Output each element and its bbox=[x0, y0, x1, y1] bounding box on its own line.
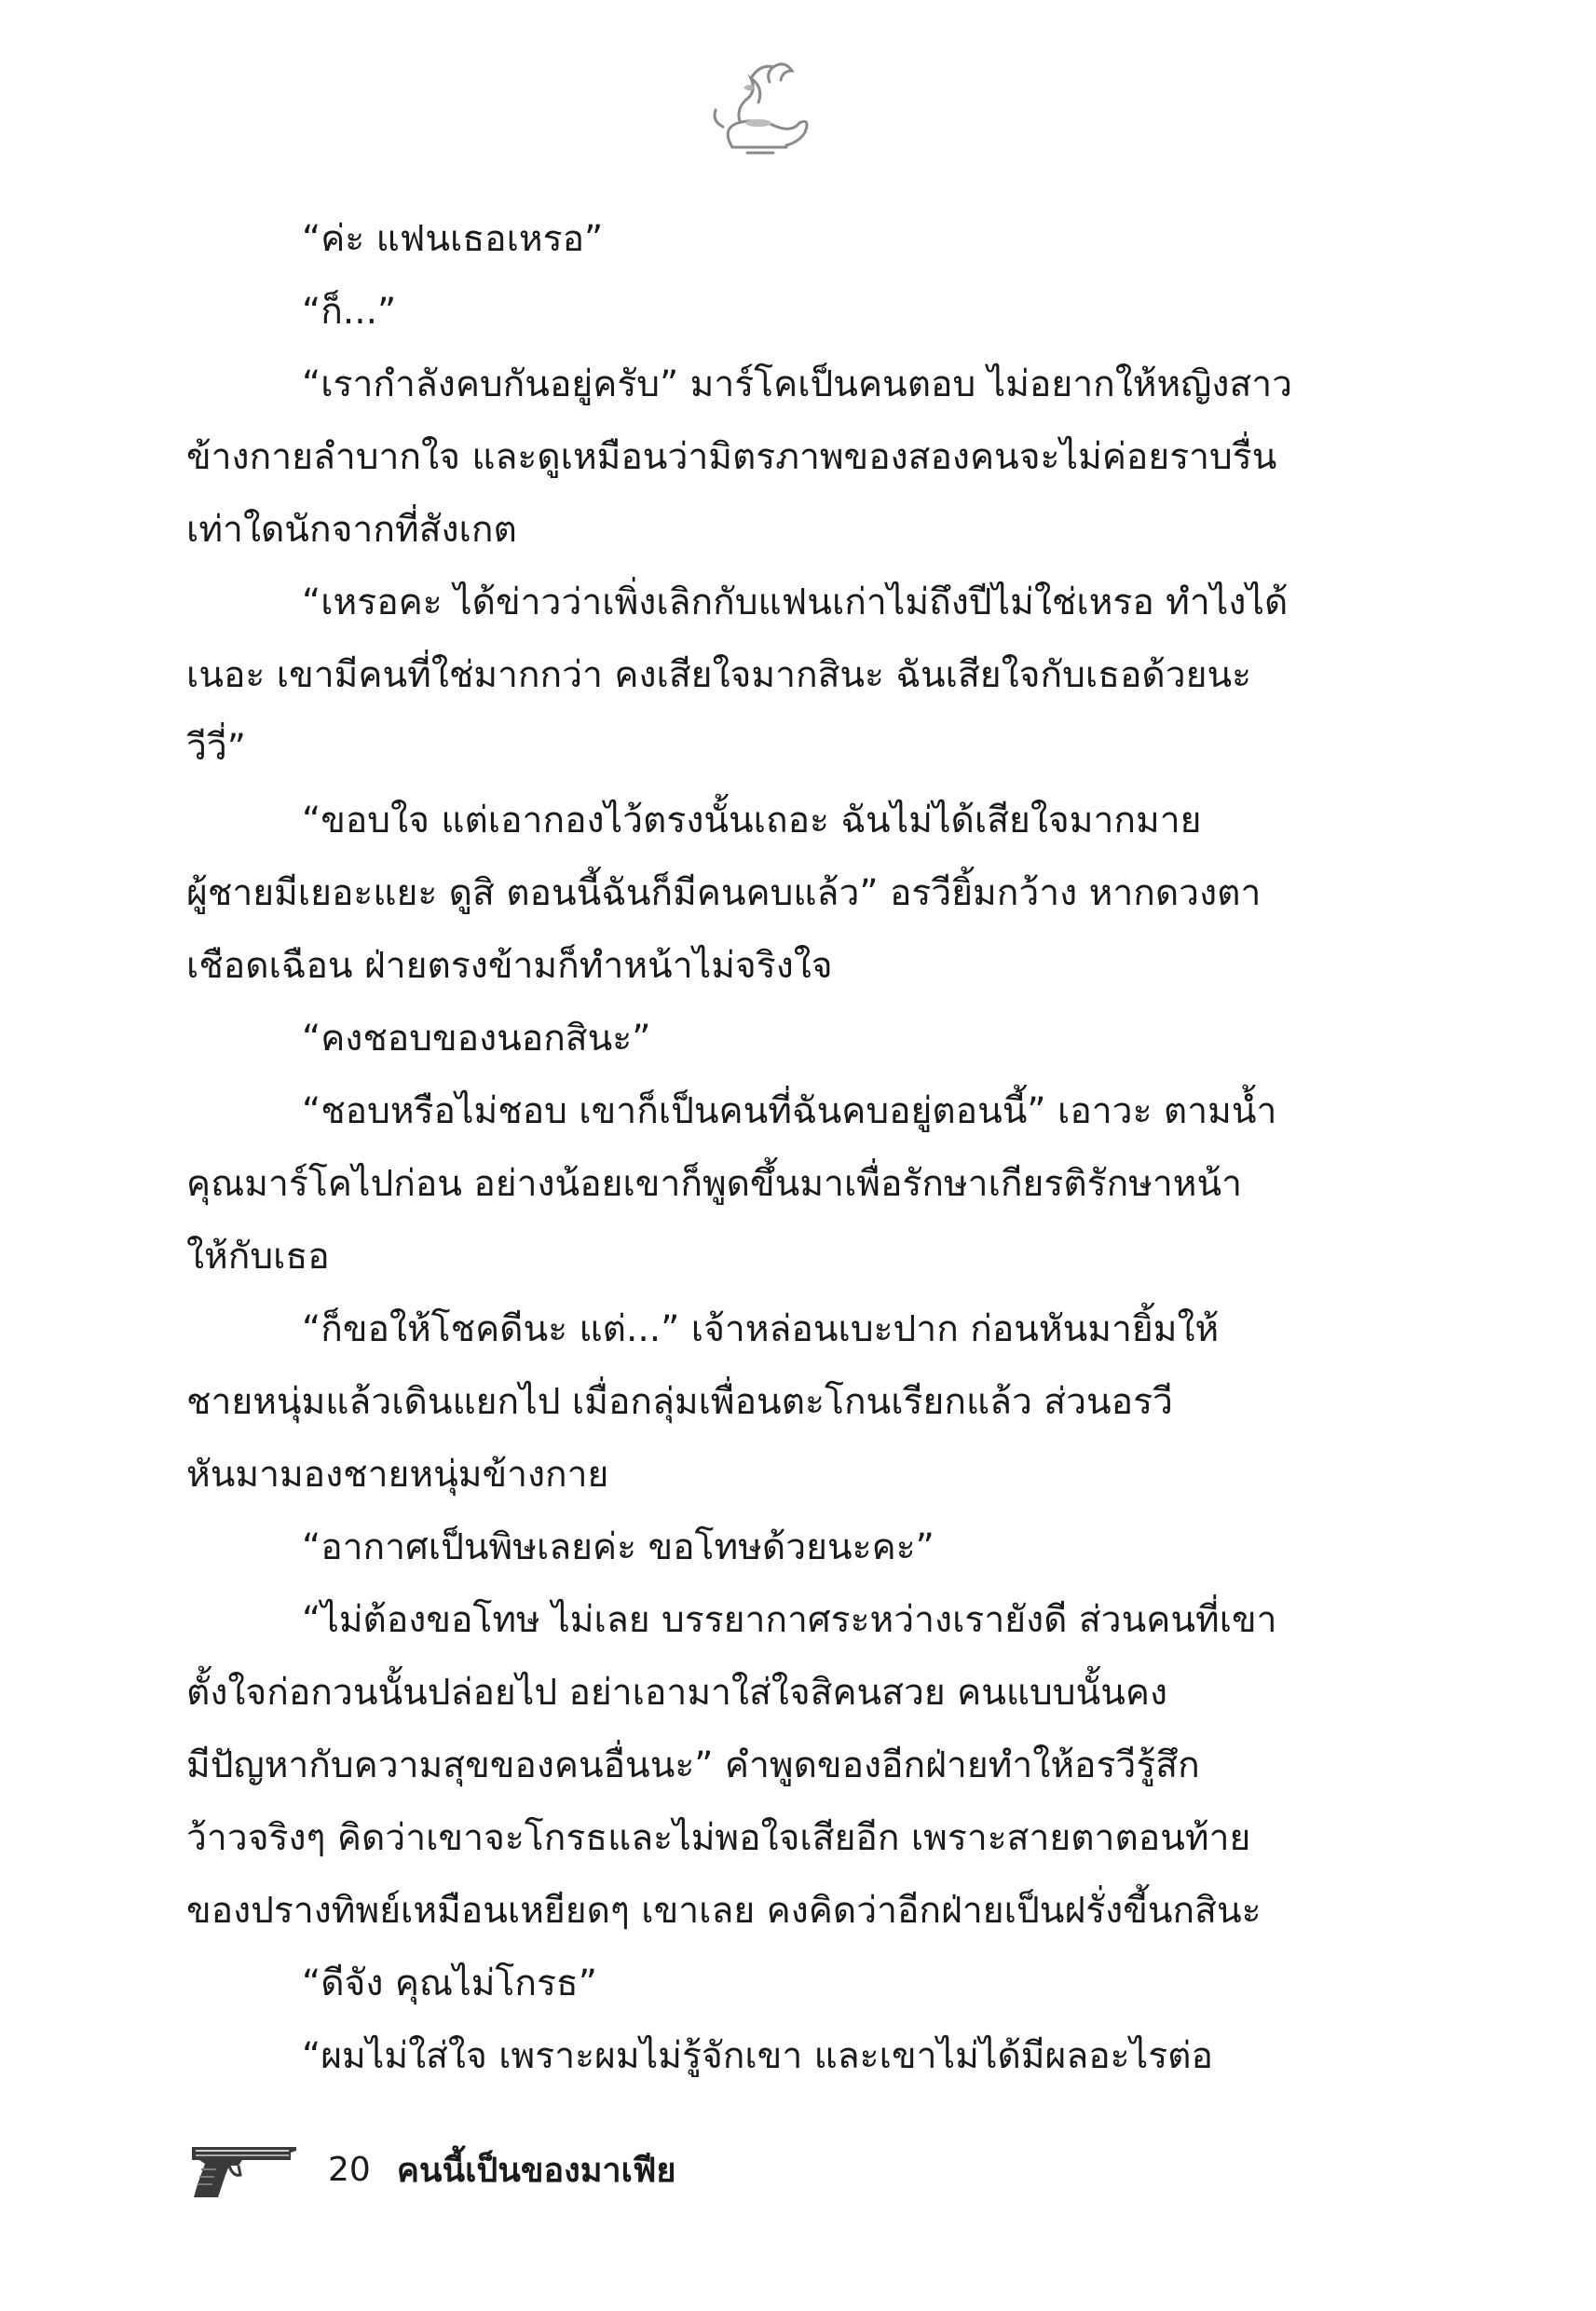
text-line: มีปัญหากับความสุขของคนอื่นนะ” คำพูดของอีกฝ่ายทำให้อรวีรู้สึก bbox=[186, 1744, 1200, 1786]
text-line: “ดีจัง คุณไม่โกรธ” bbox=[302, 1962, 597, 2004]
paragraph-5 bbox=[186, 785, 1334, 1003]
paragraph-4 bbox=[186, 567, 1334, 785]
text-line: “ไม่ต้องขอโทษ ไม่เลย บรรยากาศระหว่างเรายังดี ส่วนคนที่เขา bbox=[302, 1599, 1277, 1641]
text-line: “ชอบหรือไม่ชอบ เขาก็เป็นคนที่ฉันคบอยู่ตอนนี้” เอาวะ ตามน้ำ bbox=[302, 1090, 1277, 1132]
page-footer bbox=[186, 2132, 676, 2207]
paragraph-3 bbox=[186, 349, 1334, 567]
body-text bbox=[186, 203, 1334, 2093]
text-line: “คงชอบของนอกสินะ” bbox=[302, 1018, 651, 1060]
text-line: คุณมาร์โคไปก่อน อย่างน้อยเขาก็พูดขึ้นมาเพื่อรักษาเกียรติรักษาหน้า bbox=[186, 1163, 1243, 1205]
text-line: “ก็...” bbox=[302, 291, 397, 333]
paragraph-8 bbox=[186, 1293, 1334, 1511]
text-line: “เหรอคะ ได้ข่าวว่าเพิ่งเลิกกับแฟนเก่าไม่ถึงปีไม่ใช่เหรอ ทำไงได้ bbox=[302, 581, 1289, 623]
text-line: ผู้ชายมีเยอะแยะ ดูสิ ตอนนี้ฉันก็มีคนคบแล้ว” อรวียิ้มกว้าง หากดวงตา bbox=[186, 872, 1262, 914]
paragraph-10 bbox=[186, 1584, 1334, 1948]
text-line: ให้กับเธอ bbox=[186, 1236, 330, 1278]
paragraph-9 bbox=[186, 1511, 1334, 1584]
text-line: ตั้งใจก่อกวนนั้นปล่อยไป อย่าเอามาใส่ใจสิคนสวย คนแบบนั้นคง bbox=[186, 1672, 1168, 1714]
text-line: เท่าใดนักจากที่สังเกต bbox=[186, 509, 517, 551]
paragraph-2 bbox=[186, 276, 1334, 349]
text-line: “ผมไม่ใส่ใจ เพราะผมไม่รู้จักเขา และเขาไม่ได้มีผลอะไรต่อ bbox=[302, 2035, 1213, 2077]
text-line: “ก็ขอให้โชคดีนะ แต่...” เจ้าหล่อนเบะปาก ก่อนหันมายิ้มให้ bbox=[302, 1308, 1220, 1350]
paragraph-6 bbox=[186, 1003, 1334, 1075]
text-line: ชายหนุ่มแล้วเดินแยกไป เมื่อกลุ่มเพื่อนตะโกนเรียกแล้ว ส่วนอรวี bbox=[186, 1381, 1173, 1423]
pistol-icon bbox=[186, 2138, 302, 2201]
text-line: เนอะ เขามีคนที่ใช่มากกว่า คงเสียใจมากสินะ ฉันเสียใจกับเธอด้วยนะ bbox=[186, 654, 1252, 696]
text-line: ข้างกายลำบากใจ และดูเหมือนว่ามิตรภาพของสองคนจะไม่ค่อยราบรื่น bbox=[186, 436, 1277, 478]
book-title: คนนี้เป็นของมาเฟีย bbox=[396, 2151, 676, 2190]
paragraph-1 bbox=[186, 203, 1334, 276]
text-line: “ค่ะ แฟนเธอเหรอ” bbox=[302, 218, 604, 260]
paragraph-11 bbox=[186, 1948, 1334, 2020]
text-line: หันมามองชายหนุ่มข้างกาย bbox=[186, 1454, 609, 1496]
text-line: วีวี่” bbox=[186, 727, 247, 769]
paragraph-12 bbox=[186, 2020, 1334, 2093]
text-line: “ขอบใจ แต่เอากองไว้ตรงนั้นเถอะ ฉันไม่ได้เสียใจมากมาย bbox=[302, 800, 1202, 841]
text-line: “อากาศเป็นพิษเลยค่ะ ขอโทษด้วยนะคะ” bbox=[302, 1526, 934, 1568]
page-number: 20 bbox=[328, 2150, 371, 2189]
text-line: “เรากำลังคบกันอยู่ครับ” มาร์โคเป็นคนตอบ ไม่อยากให้หญิงสาว bbox=[302, 363, 1293, 405]
text-line: ของปรางทิพย์เหมือนเหยียดๆ เขาเลย คงคิดว่าอีกฝ่ายเป็นฝรั่งขี้นกสินะ bbox=[186, 1890, 1262, 1932]
paragraph-7 bbox=[186, 1075, 1334, 1293]
text-line: เชือดเฉือน ฝ่ายตรงข้ามก็ทำหน้าไม่จริงใจ bbox=[186, 945, 833, 987]
text-line: ว้าวจริงๆ คิดว่าเขาจะโกรธและไม่พอใจเสียอีก เพราะสายตาตอนท้าย bbox=[186, 1817, 1251, 1859]
genie-lamp-icon bbox=[695, 56, 816, 166]
